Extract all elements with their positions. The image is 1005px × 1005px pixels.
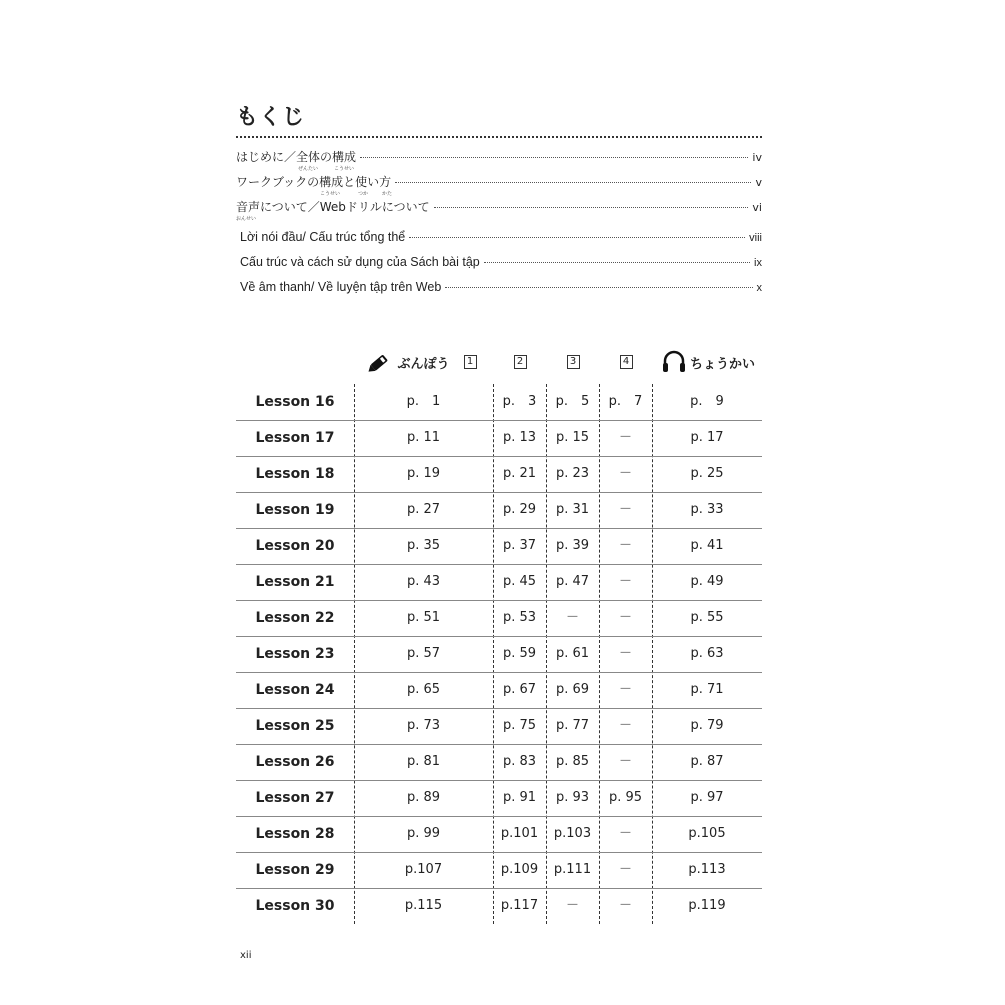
choukai-page: p.119 [688,898,726,913]
bunpou-3-page: p.111 [553,862,592,877]
choukai-page: p. 55 [690,610,724,625]
choukai-page: p.105 [688,826,726,841]
bunpou-1-page: p. 11 [406,430,441,445]
bunpou-4-page: － [618,610,632,625]
choukai-page: p. 71 [690,682,724,697]
bunpou-1-page: p. 1 [406,394,441,409]
lesson-label: Lesson 18 [255,466,335,482]
furigana: こうせい [320,191,341,197]
choukai-header [654,345,762,379]
title-divider [236,136,762,138]
bunpou-2-page: p.101 [500,826,539,841]
lesson-label: Lesson 16 [255,394,335,410]
lesson-label: Lesson 28 [255,826,335,842]
bunpou-1-page: p.115 [404,898,443,913]
bunpou-4-page: － [618,826,632,841]
bunpou-3-page: p. 5 [555,394,590,409]
toc-item[interactable] [236,173,762,190]
bunpou-4-page: － [618,682,632,697]
bunpou-1-page: p. 43 [406,574,441,589]
toc-item-page: v [755,176,762,189]
table-row [236,672,762,708]
toc-item[interactable] [236,255,762,269]
bunpou-3-page: p. 39 [555,538,590,553]
choukai-page: p. 17 [690,430,724,445]
toc-item-label: Về âm thanh/ Về luyện tập trên Web [240,280,442,294]
lesson-label: Lesson 19 [255,502,335,518]
bunpou-4-page: － [618,754,632,769]
table-row [236,564,762,600]
choukai-page: p. 63 [690,646,724,661]
bunpou-4-page: － [618,502,632,517]
bunpou-1-page: p. 51 [406,610,441,625]
section-4-header [600,345,652,379]
lesson-label: Lesson 30 [255,898,335,914]
table-row [236,816,762,852]
bunpou-3-page: p. 31 [555,502,590,517]
table-row [236,852,762,888]
lesson-label: Lesson 23 [255,646,335,662]
toc-item-page: vi [752,201,762,214]
bunpou-3-page: p. 61 [555,646,590,661]
toc-item-label: Lời nói đầu/ Cấu trúc tổng thể [240,230,406,244]
bunpou-4-page: － [618,646,632,661]
bunpou-1-page: p. 19 [406,466,441,481]
toc-item-page: iv [752,151,762,164]
lesson-label: Lesson 25 [255,718,335,734]
bunpou-2-page: p. 75 [502,718,537,733]
bunpou-4-page: － [618,574,632,589]
furigana: こうせい [334,166,355,172]
table-row [236,384,762,420]
toc-item-label: Cấu trúc và cách sử dụng của Sách bài tập [240,255,480,269]
section-1-number: 1 [464,355,477,369]
bunpou-1-page: p. 27 [406,502,441,517]
bunpou-4-page: － [618,898,632,913]
bunpou-3-page: p. 93 [555,790,590,805]
table-row [236,528,762,564]
bunpou-4-page: － [618,466,632,481]
lesson-label: Lesson 17 [255,430,335,446]
table-row [236,600,762,636]
furigana: つか [358,191,369,197]
bunpou-1-page: p. 35 [406,538,441,553]
furigana: ぜんたい [298,166,319,172]
bunpou-3-page: p.103 [553,826,592,841]
choukai-page: p. 79 [690,718,724,733]
toc-leader [484,262,750,263]
bunpou-1-page: p. 81 [406,754,441,769]
toc-item-label: 音声について／Webドリルについて [236,200,430,214]
lesson-label: Lesson 29 [255,862,335,878]
bunpou-2-page: p.109 [500,862,539,877]
section-3-number: 3 [567,355,580,369]
bunpou-3-page: p. 23 [555,466,590,481]
bunpou-2-page: p. 91 [502,790,537,805]
lesson-label: Lesson 21 [255,574,335,590]
bunpou-2-page: p. 53 [502,610,537,625]
pencil-icon [367,350,393,374]
bunpou-3-page: － [565,898,579,913]
bunpou-3-page: p. 69 [555,682,590,697]
table-row [236,708,762,744]
lesson-label: Lesson 26 [255,754,335,770]
toc-item-page: viii [749,232,762,244]
choukai-page: p. 9 [690,394,724,409]
section-3-header [547,345,599,379]
bunpou-4-page: － [618,430,632,445]
toc-leader [395,182,751,183]
toc-leader [360,157,748,158]
bunpou-1-page: p. 57 [406,646,441,661]
bunpou-3-page: p. 15 [555,430,590,445]
bunpou-1-page: p.107 [404,862,443,877]
page-number: xii [240,950,252,961]
bunpou-2-page: p. 3 [502,394,537,409]
bunpou-4-page: p. 7 [608,394,643,409]
bunpou-label: ぶんぽう [397,356,450,372]
bunpou-2-page: p. 83 [502,754,537,769]
choukai-page: p.113 [688,862,726,877]
bunpou-4-page: － [618,538,632,553]
table-row [236,744,762,780]
bunpou-1-page: p. 89 [406,790,441,805]
page-title: もくじ [236,105,306,130]
choukai-page: p. 49 [690,574,724,589]
furigana: おんせい [236,216,257,222]
bunpou-2-page: p. 67 [502,682,537,697]
choukai-page: p. 41 [690,538,724,553]
table-row [236,456,762,492]
table-row [236,420,762,456]
table-row [236,636,762,672]
section-2-number: 2 [514,355,527,369]
bunpou-4-page: － [618,718,632,733]
bunpou-2-page: p. 45 [502,574,537,589]
bunpou-2-page: p. 21 [502,466,537,481]
bunpou-3-page: － [565,610,579,625]
headphones-icon [661,349,687,375]
section-4-number: 4 [620,355,633,369]
choukai-page: p. 33 [690,502,724,517]
lesson-label: Lesson 24 [255,682,335,698]
toc-item-page: x [756,282,762,294]
choukai-page: p. 87 [690,754,724,769]
bunpou-4-page: － [618,862,632,877]
bunpou-2-page: p. 37 [502,538,537,553]
toc-item[interactable] [236,230,762,244]
table-row [236,888,762,924]
bunpou-2-page: p. 13 [502,430,537,445]
bunpou-2-page: p.117 [500,898,539,913]
toc-item-label: はじめに／全体の構成 [236,150,357,164]
lesson-label: Lesson 27 [255,790,335,806]
toc-leader [434,207,749,208]
bunpou-1-page: p. 65 [406,682,441,697]
lesson-label: Lesson 22 [255,610,335,626]
toc-item[interactable] [236,198,762,215]
choukai-page: p. 97 [690,790,724,805]
toc-item-page: ix [754,257,762,269]
choukai-page: p. 25 [690,466,724,481]
toc-leader [409,237,745,238]
lesson-label: Lesson 20 [255,538,335,554]
choukai-label: ちょうかい [689,356,755,372]
toc-item[interactable] [236,148,762,165]
bunpou-3-page: p. 77 [555,718,590,733]
section-2-header [494,345,546,379]
bunpou-2-page: p. 29 [502,502,537,517]
toc-item[interactable] [236,280,762,294]
bunpou-4-page: p. 95 [608,790,643,805]
toc-leader [445,287,752,288]
furigana: かた [382,191,393,197]
bunpou-1-page: p. 73 [406,718,441,733]
bunpou-header [366,345,478,379]
table-row [236,492,762,528]
table-row [236,780,762,816]
bunpou-1-page: p. 99 [406,826,441,841]
toc-item-label: ワークブックの構成と使い方 [236,175,392,189]
bunpou-2-page: p. 59 [502,646,537,661]
bunpou-3-page: p. 47 [555,574,590,589]
bunpou-3-page: p. 85 [555,754,590,769]
